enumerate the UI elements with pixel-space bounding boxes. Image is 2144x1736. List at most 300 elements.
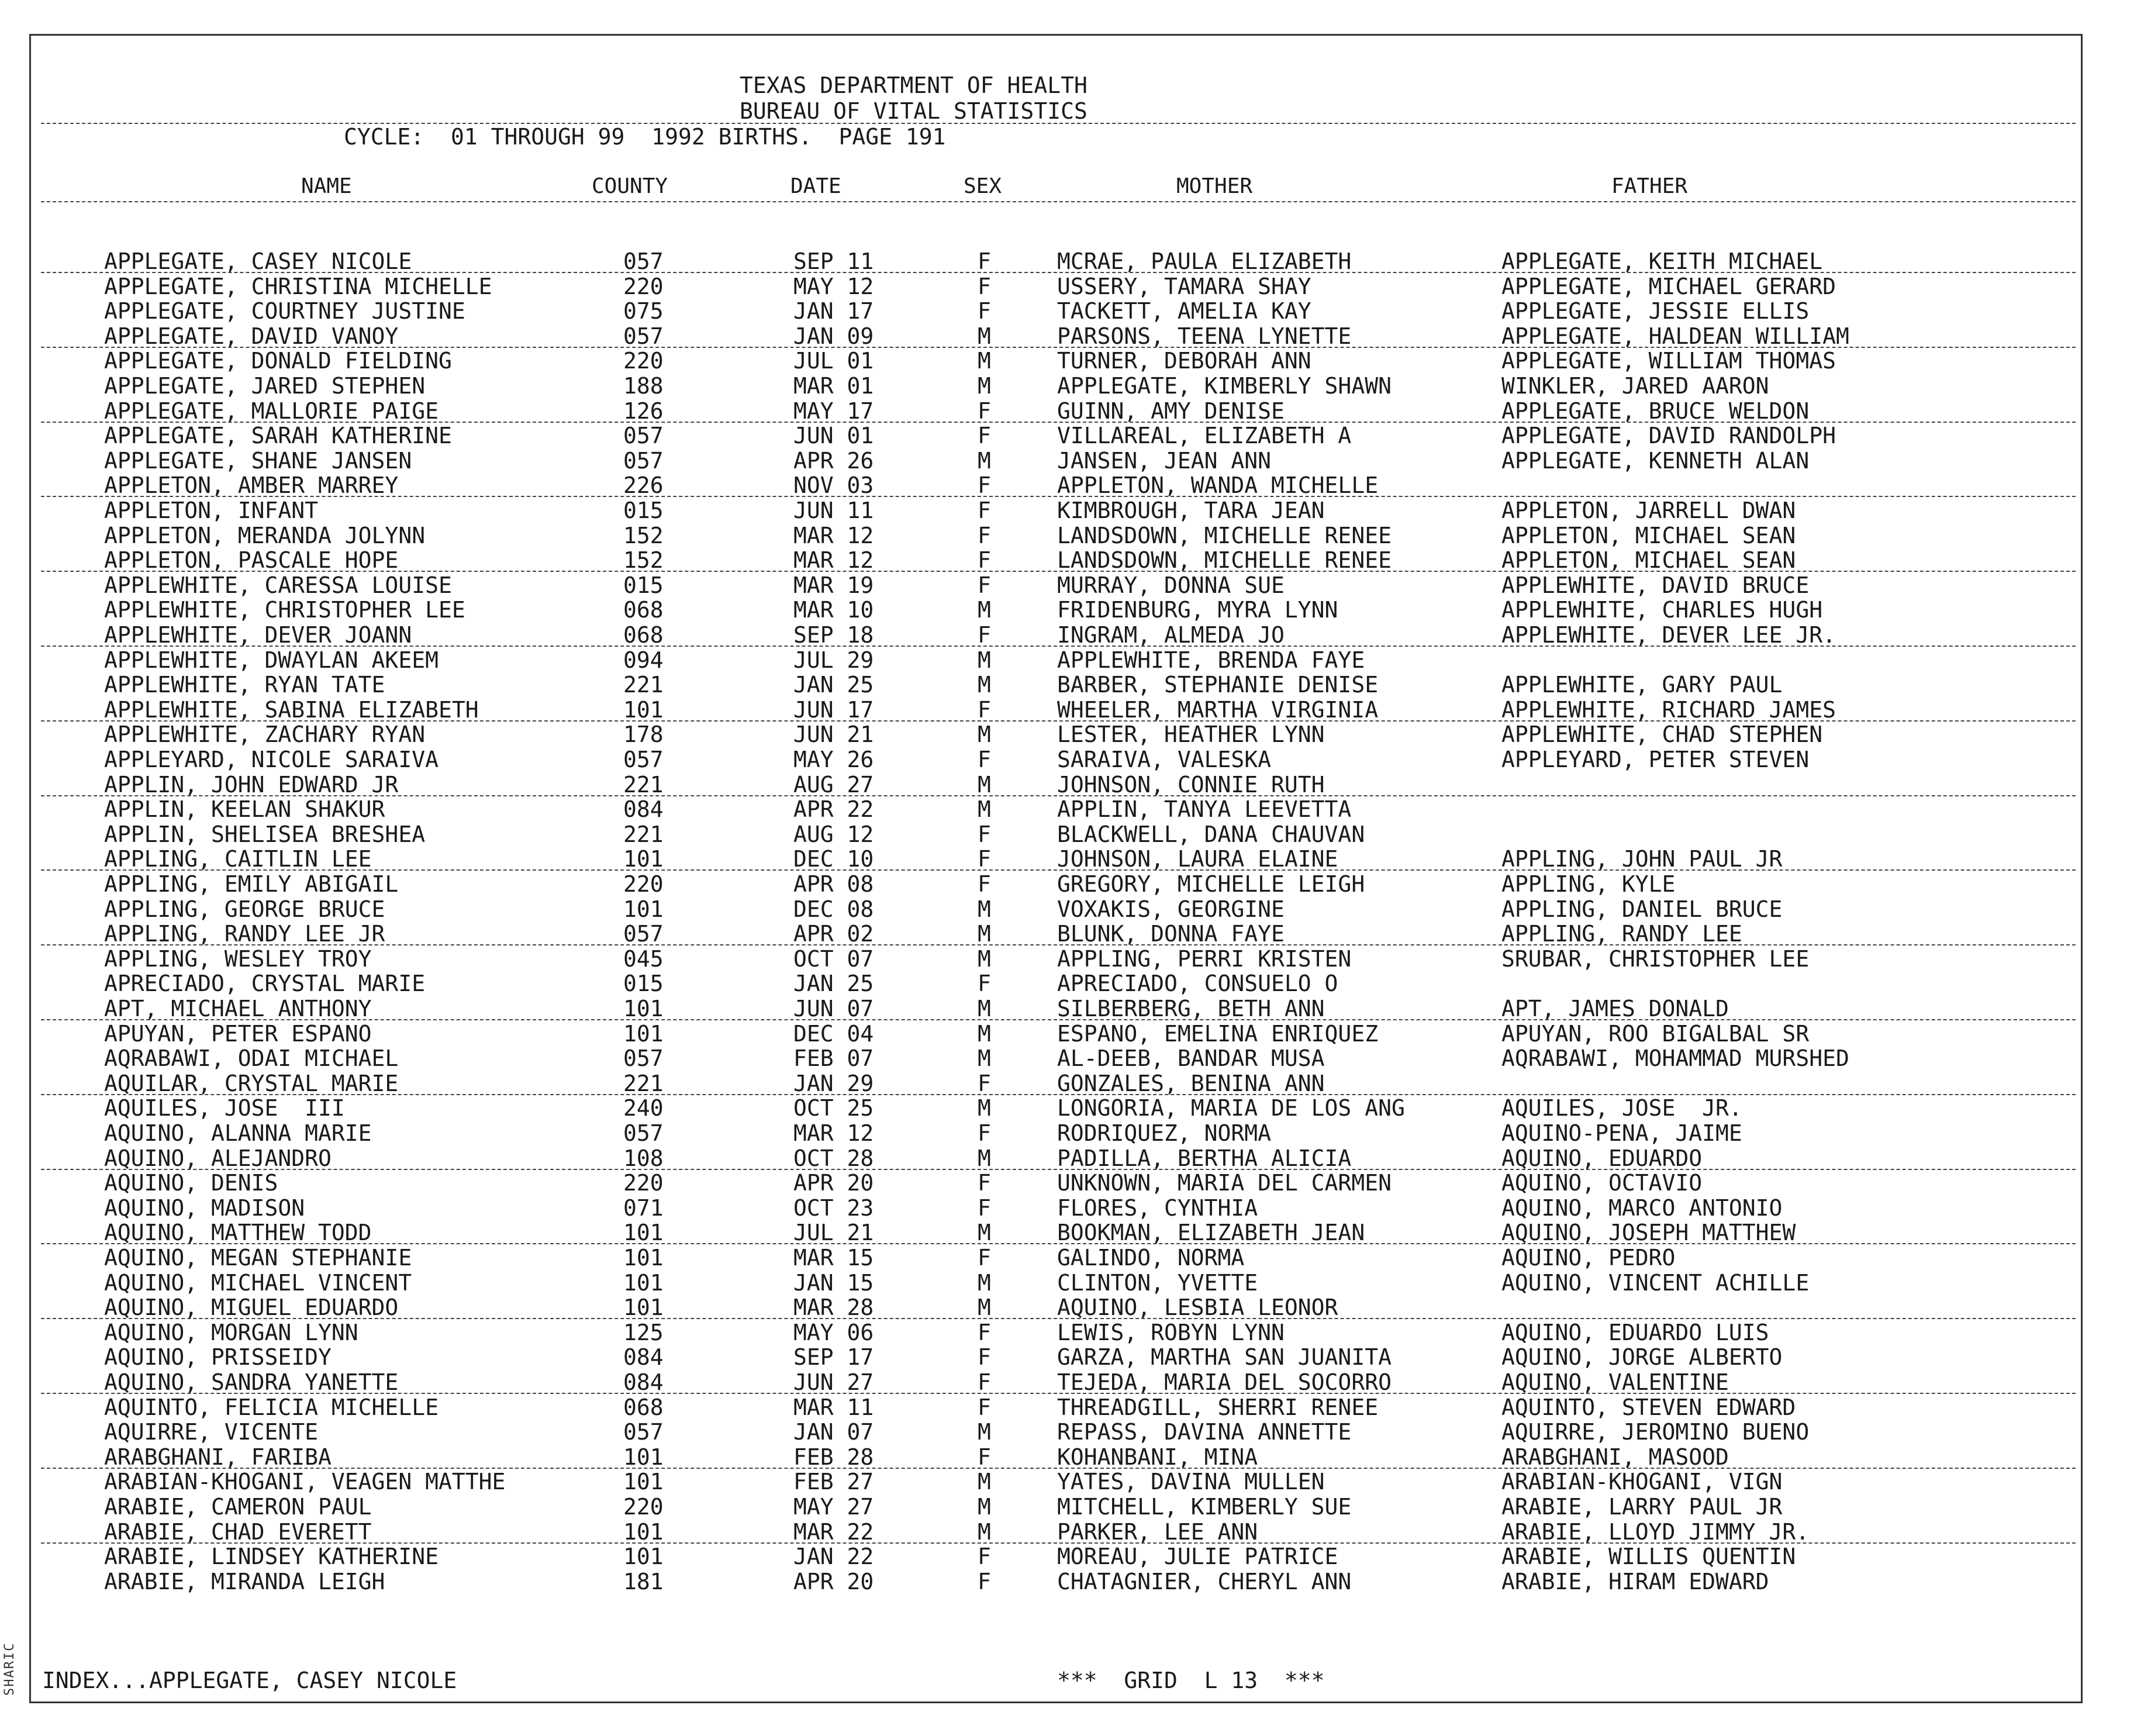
row-date: MAY 12 <box>793 273 874 299</box>
row-father: ARABIE, WILLIS QUENTIN <box>1501 1544 1796 1570</box>
row-county: 057 <box>623 323 664 349</box>
row-name: APPLING, GEORGE BRUCE <box>104 896 385 922</box>
row-date: MAR 01 <box>793 373 874 399</box>
row-sex: F <box>978 1444 991 1470</box>
row-mother: BLUNK, DONNA FAYE <box>1057 921 1285 947</box>
row-mother: KOHANBANI, MINA <box>1057 1444 1258 1470</box>
row-county: 101 <box>623 896 664 922</box>
row-name: AQUIRRE, VICENTE <box>104 1419 319 1445</box>
row-name: APPLEWHITE, DEVER JOANN <box>104 622 412 648</box>
row-mother: BARBER, STEPHANIE DENISE <box>1057 672 1379 698</box>
row-date: JAN 29 <box>793 1070 874 1096</box>
footer-index: INDEX...APPLEGATE, CASEY NICOLE <box>42 1668 457 1693</box>
row-mother: APPLEGATE, KIMBERLY SHAWN <box>1057 373 1392 399</box>
row-sex: F <box>978 249 991 274</box>
row-sex: M <box>978 447 991 474</box>
row-father: APPLING, DANIEL BRUCE <box>1501 896 1783 922</box>
row-county: 101 <box>623 996 664 1021</box>
row-father: APPLETON, MICHAEL SEAN <box>1501 547 1796 574</box>
row-mother: JANSEN, JEAN ANN <box>1057 447 1272 474</box>
row-date: JUN 17 <box>793 696 874 723</box>
row-name: APPLEWHITE, CHRISTOPHER LEE <box>104 597 465 623</box>
bureau-title: BUREAU OF VITAL STATISTICS <box>740 98 1087 124</box>
row-county: 125 <box>623 1319 664 1345</box>
row-name: APT, MICHAEL ANTHONY <box>104 996 372 1021</box>
row-date: JUL 21 <box>793 1220 874 1246</box>
row-mother: YATES, DAVINA MULLEN <box>1057 1469 1325 1495</box>
row-mother: AL-DEEB, BANDAR MUSA <box>1057 1045 1325 1072</box>
row-county: 220 <box>623 1170 664 1196</box>
row-name: ARABIE, CHAD EVERETT <box>104 1518 372 1545</box>
row-county: 068 <box>623 622 664 648</box>
row-sex: M <box>978 647 991 673</box>
row-name: APPLEGATE, JARED STEPHEN <box>104 373 426 399</box>
row-date: OCT 25 <box>793 1095 874 1121</box>
row-county: 084 <box>623 1369 664 1395</box>
row-sex: M <box>978 1518 991 1545</box>
row-county: 126 <box>623 398 664 424</box>
row-county: 101 <box>623 1469 664 1495</box>
row-county: 152 <box>623 547 664 574</box>
row-name: AQUINO, MICHAEL VINCENT <box>104 1269 412 1296</box>
row-father: APPLEWHITE, CHARLES HUGH <box>1501 597 1823 623</box>
row-name: APPLETON, MERANDA JOLYNN <box>104 522 426 548</box>
row-sex: F <box>978 1245 991 1271</box>
row-date: APR 26 <box>793 447 874 474</box>
row-date: OCT 23 <box>793 1195 874 1221</box>
row-sex: F <box>978 273 991 299</box>
row-county: 101 <box>623 1245 664 1271</box>
row-mother: GUINN, AMY DENISE <box>1057 398 1285 424</box>
row-date: JUL 29 <box>793 647 874 673</box>
row-date: MAY 26 <box>793 747 874 772</box>
row-date: APR 20 <box>793 1568 874 1595</box>
row-father: APPLEGATE, KEITH MICHAEL <box>1501 249 1823 274</box>
row-sex: F <box>978 522 991 548</box>
row-date: SEP 17 <box>793 1344 874 1371</box>
row-father: AQUINO, JORGE ALBERTO <box>1501 1344 1783 1371</box>
row-father: APPLEGATE, HALDEAN WILLIAM <box>1501 323 1849 349</box>
row-date: JAN 17 <box>793 298 874 325</box>
row-date: JUN 01 <box>793 423 874 449</box>
header-county: COUNTY <box>592 174 668 198</box>
row-father: APUYAN, ROO BIGALBAL SR <box>1501 1020 1810 1047</box>
row-county: 188 <box>623 373 664 399</box>
row-mother: THREADGILL, SHERRI RENEE <box>1057 1394 1379 1420</box>
row-name: AQUINO, SANDRA YANETTE <box>104 1369 399 1395</box>
row-county: 101 <box>623 1518 664 1545</box>
row-father: APPLEWHITE, RICHARD JAMES <box>1501 696 1836 723</box>
row-county: 057 <box>623 423 664 449</box>
row-county: 068 <box>623 1394 664 1420</box>
row-date: OCT 28 <box>793 1145 874 1171</box>
row-sex: F <box>978 1170 991 1196</box>
row-father: AQRABAWI, MOHAMMAD MURSHED <box>1501 1045 1849 1072</box>
row-sex: M <box>978 323 991 349</box>
row-county: 057 <box>623 1120 664 1146</box>
row-date: FEB 27 <box>793 1469 874 1495</box>
row-mother: APPLETON, WANDA MICHELLE <box>1057 472 1379 499</box>
row-father: APPLEWHITE, DAVID BRUCE <box>1501 572 1810 598</box>
row-father: AQUINTO, STEVEN EDWARD <box>1501 1394 1796 1420</box>
row-name: ARABIE, CAMERON PAUL <box>104 1494 372 1520</box>
row-sex: F <box>978 298 991 325</box>
row-name: AQUINO, PRISSEIDY <box>104 1344 332 1371</box>
row-father: APPLEWHITE, CHAD STEPHEN <box>1501 722 1823 748</box>
row-date: MAR 12 <box>793 547 874 574</box>
row-father: AQUINO, VALENTINE <box>1501 1369 1729 1395</box>
row-mother: GALINDO, NORMA <box>1057 1245 1245 1271</box>
row-name: AQUINO, ALEJANDRO <box>104 1145 332 1171</box>
row-name: APPLEGATE, SHANE JANSEN <box>104 447 412 474</box>
row-date: JUN 11 <box>793 498 874 523</box>
row-father: AQUIRRE, JEROMINO BUENO <box>1501 1419 1810 1445</box>
row-name: APPLEWHITE, ZACHARY RYAN <box>104 722 426 748</box>
row-date: DEC 10 <box>793 846 874 872</box>
row-father: APPLEGATE, BRUCE WELDON <box>1501 398 1810 424</box>
row-county: 094 <box>623 647 664 673</box>
row-name: APPLING, WESLEY TROY <box>104 945 372 972</box>
row-mother: PARSONS, TEENA LYNETTE <box>1057 323 1352 349</box>
row-mother: MURRAY, DONNA SUE <box>1057 572 1285 598</box>
row-date: MAY 06 <box>793 1319 874 1345</box>
row-sex: F <box>978 572 991 598</box>
row-county: 178 <box>623 722 664 748</box>
row-county: 084 <box>623 796 664 823</box>
row-father: AQUINO, PEDRO <box>1501 1245 1676 1271</box>
row-mother: MCRAE, PAULA ELIZABETH <box>1057 249 1352 274</box>
row-father: AQUILES, JOSE JR. <box>1501 1095 1742 1121</box>
row-father: AQUINO, JOSEPH MATTHEW <box>1501 1220 1796 1246</box>
row-sex: F <box>978 971 991 997</box>
row-mother: LANDSDOWN, MICHELLE RENEE <box>1057 547 1392 574</box>
row-date: MAR 12 <box>793 522 874 548</box>
row-name: APPLING, RANDY LEE JR <box>104 921 385 947</box>
footer-grid: *** GRID L 13 *** <box>1057 1668 1325 1693</box>
row-sex: F <box>978 622 991 648</box>
row-father: APPLEGATE, DAVID RANDOLPH <box>1501 423 1836 449</box>
row-date: APR 08 <box>793 871 874 897</box>
row-name: APPLEGATE, DONALD FIELDING <box>104 348 452 374</box>
row-date: SEP 11 <box>793 249 874 274</box>
row-mother: LONGORIA, MARIA DE LOS ANG <box>1057 1095 1405 1121</box>
row-county: 220 <box>623 1494 664 1520</box>
row-name: AQUINO, MORGAN LYNN <box>104 1319 358 1345</box>
row-sex: F <box>978 1369 991 1395</box>
header-father: FATHER <box>1611 174 1688 198</box>
row-sex: F <box>978 747 991 772</box>
row-mother: APPLIN, TANYA LEEVETTA <box>1057 796 1352 823</box>
row-father: APPLEGATE, KENNETH ALAN <box>1501 447 1810 474</box>
row-sex: M <box>978 1220 991 1246</box>
row-date: FEB 07 <box>793 1045 874 1072</box>
row-sex: M <box>978 945 991 972</box>
row-father: APPLEWHITE, DEVER LEE JR. <box>1501 622 1836 648</box>
row-name: APPLEWHITE, RYAN TATE <box>104 672 385 698</box>
row-name: AQUINO, DENIS <box>104 1170 278 1196</box>
row-father: ARABGHANI, MASOOD <box>1501 1444 1729 1470</box>
row-mother: KIMBROUGH, TARA JEAN <box>1057 498 1325 523</box>
row-mother: GONZALES, BENINA ANN <box>1057 1070 1325 1096</box>
row-date: JUN 27 <box>793 1369 874 1395</box>
row-date: AUG 12 <box>793 821 874 847</box>
row-mother: PADILLA, BERTHA ALICIA <box>1057 1145 1352 1171</box>
row-name: APPLEWHITE, DWAYLAN AKEEM <box>104 647 439 673</box>
row-county: 101 <box>623 1220 664 1246</box>
row-mother: TURNER, DEBORAH ANN <box>1057 348 1311 374</box>
row-date: MAR 11 <box>793 1394 874 1420</box>
row-sex: M <box>978 597 991 623</box>
row-sex: M <box>978 1469 991 1495</box>
row-county: 101 <box>623 1544 664 1570</box>
row-name: APPLEGATE, MALLORIE PAIGE <box>104 398 439 424</box>
row-date: APR 20 <box>793 1170 874 1196</box>
row-county: 057 <box>623 1045 664 1072</box>
row-date: APR 22 <box>793 796 874 823</box>
row-county: 057 <box>623 921 664 947</box>
row-mother: SARAIVA, VALESKA <box>1057 747 1272 772</box>
row-county: 057 <box>623 1419 664 1445</box>
row-mother: CLINTON, YVETTE <box>1057 1269 1258 1296</box>
row-date: MAR 15 <box>793 1245 874 1271</box>
row-name: APPLEGATE, CASEY NICOLE <box>104 249 412 274</box>
row-date: FEB 28 <box>793 1444 874 1470</box>
row-date: MAR 19 <box>793 572 874 598</box>
row-county: 101 <box>623 1269 664 1296</box>
row-sex: M <box>978 348 991 374</box>
row-county: 101 <box>623 1295 664 1321</box>
row-mother: TEJEDA, MARIA DEL SOCORRO <box>1057 1369 1392 1395</box>
row-name: APPLEYARD, NICOLE SARAIVA <box>104 747 439 772</box>
row-county: 220 <box>623 348 664 374</box>
row-father: ARABIE, HIRAM EDWARD <box>1501 1568 1769 1595</box>
row-mother: BOOKMAN, ELIZABETH JEAN <box>1057 1220 1365 1246</box>
row-father: WINKLER, JARED AARON <box>1501 373 1769 399</box>
row-sex: F <box>978 423 991 449</box>
row-county: 240 <box>623 1095 664 1121</box>
row-mother: FLORES, CYNTHIA <box>1057 1195 1258 1221</box>
row-mother: VILLAREAL, ELIZABETH A <box>1057 423 1352 449</box>
row-father: ARABIE, LLOYD JIMMY JR. <box>1501 1518 1810 1545</box>
row-name: AQRABAWI, ODAI MICHAEL <box>104 1045 399 1072</box>
row-date: MAR 10 <box>793 597 874 623</box>
row-county: 045 <box>623 945 664 972</box>
row-name: APPLING, EMILY ABIGAIL <box>104 871 399 897</box>
row-name: APPLEWHITE, CARESSA LOUISE <box>104 572 452 598</box>
row-sex: M <box>978 996 991 1021</box>
row-mother: CHATAGNIER, CHERYL ANN <box>1057 1568 1352 1595</box>
row-father: AQUINO, MARCO ANTONIO <box>1501 1195 1783 1221</box>
row-name: APPLING, CAITLIN LEE <box>104 846 372 872</box>
row-name: APPLETON, AMBER MARREY <box>104 472 399 499</box>
row-sex: F <box>978 472 991 499</box>
row-mother: USSERY, TAMARA SHAY <box>1057 273 1311 299</box>
row-sex: M <box>978 921 991 947</box>
row-sex: F <box>978 1120 991 1146</box>
row-county: 226 <box>623 472 664 499</box>
row-name: AQUINO, MADISON <box>104 1195 305 1221</box>
row-date: SEP 18 <box>793 622 874 648</box>
row-county: 101 <box>623 1020 664 1047</box>
row-name: APPLETON, PASCALE HOPE <box>104 547 399 574</box>
row-county: 068 <box>623 597 664 623</box>
row-sex: M <box>978 722 991 748</box>
row-mother: TACKETT, AMELIA KAY <box>1057 298 1311 325</box>
row-name: APPLETON, INFANT <box>104 498 319 523</box>
row-sex: F <box>978 1319 991 1345</box>
row-father: ARABIAN-KHOGANI, VIGN <box>1501 1469 1783 1495</box>
row-father: APPLING, JOHN PAUL JR <box>1501 846 1783 872</box>
row-date: OCT 07 <box>793 945 874 972</box>
row-date: MAR 22 <box>793 1518 874 1545</box>
row-date: NOV 03 <box>793 472 874 499</box>
row-mother: SILBERBERG, BETH ANN <box>1057 996 1325 1021</box>
row-mother: GARZA, MARTHA SAN JUANITA <box>1057 1344 1392 1371</box>
row-name: AQUILAR, CRYSTAL MARIE <box>104 1070 399 1096</box>
row-county: 221 <box>623 771 664 798</box>
row-sex: M <box>978 1419 991 1445</box>
row-sex: F <box>978 1544 991 1570</box>
row-name: ARABIE, MIRANDA LEIGH <box>104 1568 385 1595</box>
row-sex: M <box>978 373 991 399</box>
row-mother: LANDSDOWN, MICHELLE RENEE <box>1057 522 1392 548</box>
row-date: JAN 22 <box>793 1544 874 1570</box>
row-mother: AQUINO, LESBIA LEONOR <box>1057 1295 1338 1321</box>
row-mother: INGRAM, ALMEDA JO <box>1057 622 1285 648</box>
row-mother: JOHNSON, CONNIE RUTH <box>1057 771 1325 798</box>
row-name: AQUINO, MATTHEW TODD <box>104 1220 372 1246</box>
row-father: APPLING, RANDY LEE <box>1501 921 1742 947</box>
row-date: APR 02 <box>793 921 874 947</box>
row-county: 221 <box>623 821 664 847</box>
row-sex: F <box>978 547 991 574</box>
header-name: NAME <box>301 174 352 198</box>
row-date: MAY 17 <box>793 398 874 424</box>
row-father: ARABIE, LARRY PAUL JR <box>1501 1494 1783 1520</box>
cycle-line: CYCLE: 01 THROUGH 99 1992 BIRTHS. PAGE 191 <box>344 124 946 150</box>
row-mother: LESTER, HEATHER LYNN <box>1057 722 1325 748</box>
row-county: 101 <box>623 696 664 723</box>
row-mother: VOXAKIS, GEORGINE <box>1057 896 1285 922</box>
row-father: APPLING, KYLE <box>1501 871 1676 897</box>
row-date: JAN 25 <box>793 971 874 997</box>
row-father: APPLETON, JARRELL DWAN <box>1501 498 1796 523</box>
row-name: APPLEGATE, CHRISTINA MICHELLE <box>104 273 492 299</box>
row-sex: F <box>978 1195 991 1221</box>
row-mother: LEWIS, ROBYN LYNN <box>1057 1319 1285 1345</box>
row-date: JAN 09 <box>793 323 874 349</box>
row-father: APPLEYARD, PETER STEVEN <box>1501 747 1810 772</box>
row-sex: F <box>978 498 991 523</box>
row-sex: M <box>978 771 991 798</box>
row-sex: F <box>978 1070 991 1096</box>
row-county: 015 <box>623 498 664 523</box>
row-date: DEC 08 <box>793 896 874 922</box>
row-mother: ESPANO, EMELINA ENRIQUEZ <box>1057 1020 1379 1047</box>
row-sex: M <box>978 1020 991 1047</box>
row-date: JAN 07 <box>793 1419 874 1445</box>
row-county: 220 <box>623 871 664 897</box>
row-sex: F <box>978 821 991 847</box>
row-county: 108 <box>623 1145 664 1171</box>
row-sex: M <box>978 1269 991 1296</box>
row-date: MAR 28 <box>793 1295 874 1321</box>
row-county: 057 <box>623 747 664 772</box>
header-date: DATE <box>790 174 841 198</box>
header-sex: SEX <box>964 174 1002 198</box>
row-sex: M <box>978 1494 991 1520</box>
row-mother: WHEELER, MARTHA VIRGINIA <box>1057 696 1379 723</box>
row-mother: REPASS, DAVINA ANNETTE <box>1057 1419 1352 1445</box>
row-date: JUL 01 <box>793 348 874 374</box>
row-name: APPLEGATE, DAVID VANOY <box>104 323 399 349</box>
row-father: APPLETON, MICHAEL SEAN <box>1501 522 1796 548</box>
row-sex: F <box>978 846 991 872</box>
row-name: APPLIN, SHELISEA BRESHEA <box>104 821 426 847</box>
row-name: ARABIE, LINDSEY KATHERINE <box>104 1544 439 1570</box>
row-name: AQUINO, ALANNA MARIE <box>104 1120 372 1146</box>
row-mother: MITCHELL, KIMBERLY SUE <box>1057 1494 1352 1520</box>
row-county: 057 <box>623 249 664 274</box>
row-mother: JOHNSON, LAURA ELAINE <box>1057 846 1338 872</box>
row-sex: F <box>978 1344 991 1371</box>
row-father: APPLEGATE, MICHAEL GERARD <box>1501 273 1836 299</box>
row-date: JAN 15 <box>793 1269 874 1296</box>
row-sex: F <box>978 696 991 723</box>
row-date: AUG 27 <box>793 771 874 798</box>
row-father: APPLEGATE, JESSIE ELLIS <box>1501 298 1810 325</box>
row-sex: F <box>978 871 991 897</box>
row-name: AQUINTO, FELICIA MICHELLE <box>104 1394 439 1420</box>
row-sex: M <box>978 1295 991 1321</box>
row-name: ARABIAN-KHOGANI, VEAGEN MATTHE <box>104 1469 506 1495</box>
header-divider <box>41 201 2076 202</box>
row-father: AQUINO, OCTAVIO <box>1501 1170 1703 1196</box>
row-date: MAR 12 <box>793 1120 874 1146</box>
row-father: AQUINO, EDUARDO <box>1501 1145 1703 1171</box>
row-date: JUN 21 <box>793 722 874 748</box>
row-mother: GREGORY, MICHELLE LEIGH <box>1057 871 1365 897</box>
row-county: 152 <box>623 522 664 548</box>
row-sex: F <box>978 1394 991 1420</box>
row-county: 221 <box>623 672 664 698</box>
row-father: APPLEWHITE, GARY PAUL <box>1501 672 1783 698</box>
row-sex: M <box>978 672 991 698</box>
row-name: ARABGHANI, FARIBA <box>104 1444 332 1470</box>
row-sex: M <box>978 1145 991 1171</box>
row-name: APUYAN, PETER ESPANO <box>104 1020 372 1047</box>
row-sex: F <box>978 398 991 424</box>
row-name: APRECIADO, CRYSTAL MARIE <box>104 971 426 997</box>
row-name: APPLEGATE, SARAH KATHERINE <box>104 423 452 449</box>
row-county: 071 <box>623 1195 664 1221</box>
row-county: 084 <box>623 1344 664 1371</box>
row-father: SRUBAR, CHRISTOPHER LEE <box>1501 945 1810 972</box>
row-county: 015 <box>623 572 664 598</box>
row-date: JAN 25 <box>793 672 874 698</box>
row-county: 075 <box>623 298 664 325</box>
row-date: DEC 04 <box>793 1020 874 1047</box>
row-sex: F <box>978 1568 991 1595</box>
row-date: JUN 07 <box>793 996 874 1021</box>
row-father: AQUINO, EDUARDO LUIS <box>1501 1319 1769 1345</box>
row-mother: BLACKWELL, DANA CHAUVAN <box>1057 821 1365 847</box>
row-mother: APRECIADO, CONSUELO O <box>1057 971 1338 997</box>
row-mother: FRIDENBURG, MYRA LYNN <box>1057 597 1338 623</box>
row-mother: RODRIQUEZ, NORMA <box>1057 1120 1272 1146</box>
row-father: APPLEGATE, WILLIAM THOMAS <box>1501 348 1836 374</box>
row-name: APPLEWHITE, SABINA ELIZABETH <box>104 696 479 723</box>
